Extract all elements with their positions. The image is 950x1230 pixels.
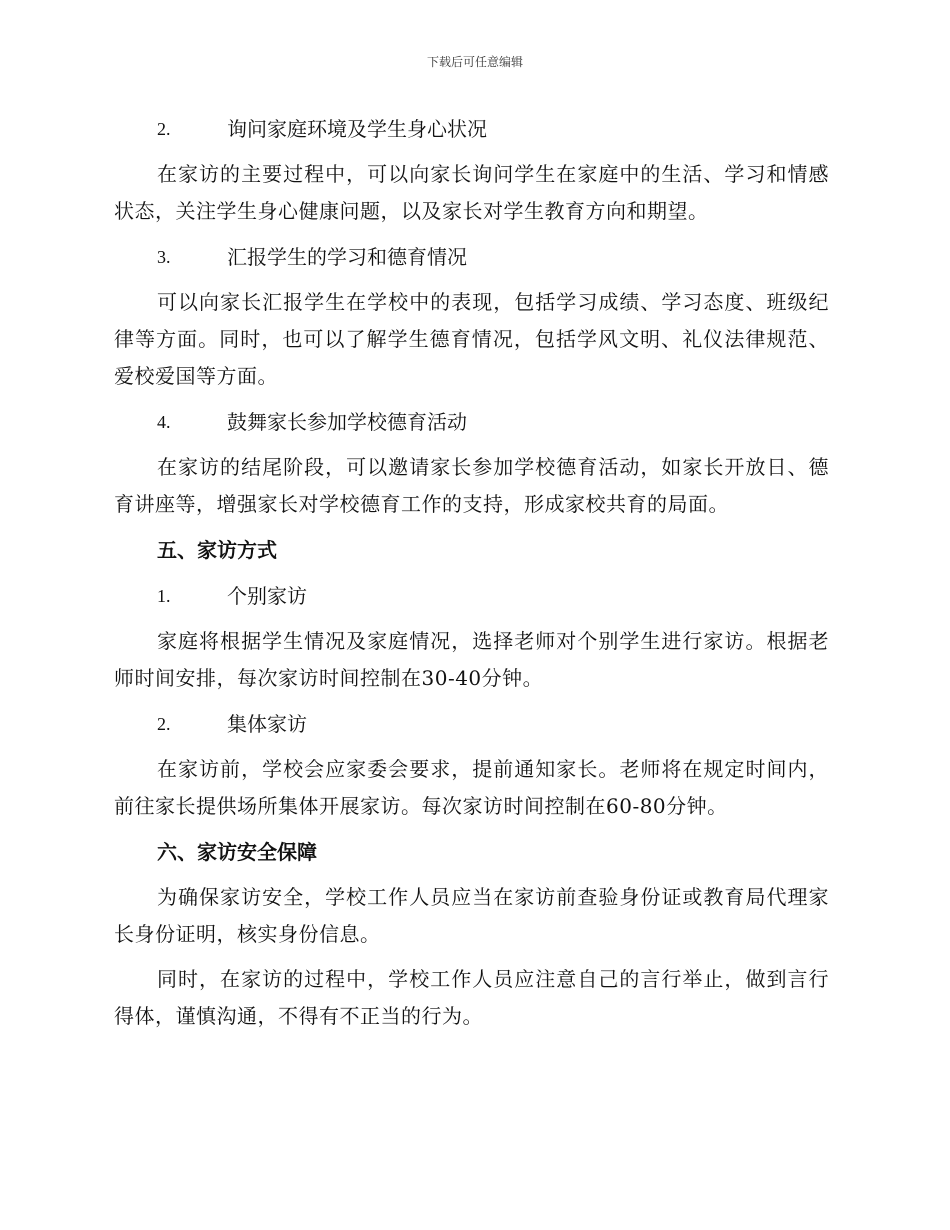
item-number: 3.	[157, 247, 171, 267]
paragraph: 在家访的结尾阶段，可以邀请家长参加学校德育活动，如家长开放日、德育讲座等，增强家长对学校德育工作的支持，形成家校共育的局面。	[114, 455, 829, 516]
item-title: 集体家访	[227, 712, 307, 736]
section-heading-6: 六、家访安全保障	[157, 840, 317, 864]
section-heading-5: 五、家访方式	[157, 538, 277, 562]
paragraph: 为确保家访安全，学校工作人员应当在家访前查验身份证或教育局代理家长身份证明，核实身份信息。	[114, 885, 829, 946]
paragraph: 家庭将根据学生情况及家庭情况，选择老师对个别学生进行家访。根据老师时间安排，每次家访时间控制在30-40分钟。	[114, 629, 829, 690]
item-title: 汇报学生的学习和德育情况	[227, 245, 467, 269]
paragraph: 在家访前，学校会应家委会要求，提前通知家长。老师将在规定时间内，前往家长提供场所集体开展家访。每次家访时间控制在60-80分钟。	[114, 757, 829, 818]
paragraph: 在家访的主要过程中，可以向家长询问学生在家庭中的生活、学习和情感状态，关注学生身心健康问题，以及家长对学生教育方向和期望。	[114, 162, 829, 223]
item-number: 4.	[157, 412, 171, 432]
page-header: 下载后可任意编辑	[426, 55, 523, 69]
item-number: 2.	[157, 714, 171, 734]
item-heading-2	[114, 110, 829, 148]
item-title: 个别家访	[227, 584, 307, 608]
paragraph: 可以向家长汇报学生在学校中的表现，包括学习成绩、学习态度、班级纪律等方面。同时，也可以了解学生德育情况，包括学风文明、礼仪法律规范、爱校爱国等方面。	[114, 290, 829, 388]
item-title: 鼓舞家长参加学校德育活动	[227, 410, 467, 434]
item-heading-3	[114, 238, 829, 276]
item-heading-4	[114, 403, 829, 441]
paragraph: 同时，在家访的过程中，学校工作人员应注意自己的言行举止，做到言行得体，谨慎沟通，不得有不正当的行为。	[114, 967, 829, 1028]
item-number: 1.	[157, 586, 171, 606]
document-body	[114, 110, 829, 1043]
item-title: 询问家庭环境及学生身心状况	[227, 117, 487, 141]
item-heading-individual-visit	[114, 577, 829, 615]
item-number: 2.	[157, 119, 171, 139]
item-heading-group-visit	[114, 705, 829, 743]
